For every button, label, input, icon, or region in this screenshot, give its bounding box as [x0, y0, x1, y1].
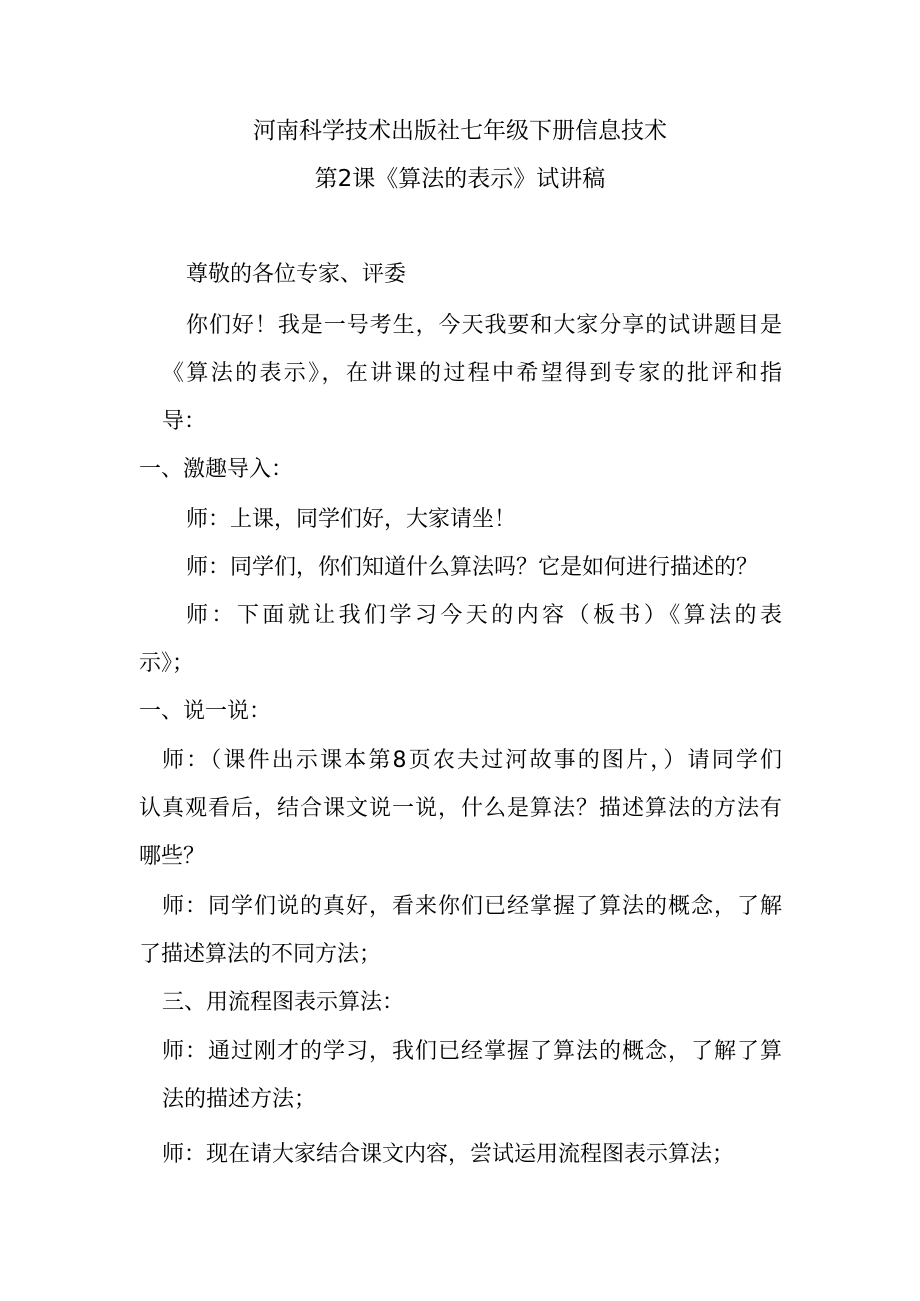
section1-paragraph2: 师：同学们，你们知道什么算法吗？它是如何进行描述的？: [186, 555, 759, 580]
section1-paragraph3-line2: 示》；: [139, 651, 195, 676]
greeting: 尊敬的各位专家、评委: [186, 262, 407, 287]
section3-heading: 三、用流程图表示算法：: [162, 990, 405, 1015]
document-title-line1: 河南科学技术出版社七年级下册信息技术: [253, 118, 667, 144]
section2-paragraph1-line2: 认真观看后，结合课文说一说，什么是算法？描述算法的方法有: [139, 796, 782, 821]
section1-heading: 一、激趣导入：: [139, 457, 294, 482]
intro-line3: 导：: [162, 409, 207, 434]
section1-paragraph1: 师：上课，同学们好，大家请坐！: [186, 507, 517, 532]
intro-line1: 你们好！我是一号考生，今天我要和大家分享的试讲题目是: [186, 313, 782, 338]
document-title-line2: 第2课《算法的表示》试讲稿: [314, 166, 606, 192]
section3-paragraph1-line1: 师：通过刚才的学习，我们已经掌握了算法的概念，了解了算: [162, 1039, 782, 1064]
section2-paragraph2-line1: 师：同学们说的真好，看来你们已经掌握了算法的概念，了解: [162, 894, 782, 919]
section2-paragraph1-line1: 师：（课件出示课本第8页农夫过河故事的图片，）请同学们: [162, 748, 782, 773]
section1-paragraph3-line1: 师：下面就让我们学习今天的内容（板书）《算法的表: [186, 603, 782, 628]
section2-heading: 一、说一说：: [139, 699, 272, 724]
section2-paragraph2-line2: 了描述算法的不同方法；: [139, 942, 382, 967]
section3-paragraph1-line2: 法的描述方法；: [162, 1087, 317, 1112]
intro-line2: 《算法的表示》，在讲课的过程中希望得到专家的批评和指: [162, 361, 782, 386]
section3-paragraph2: 师：现在请大家结合课文内容，尝试运用流程图表示算法；: [162, 1142, 735, 1167]
section2-paragraph1-line3: 哪些？: [139, 844, 206, 869]
